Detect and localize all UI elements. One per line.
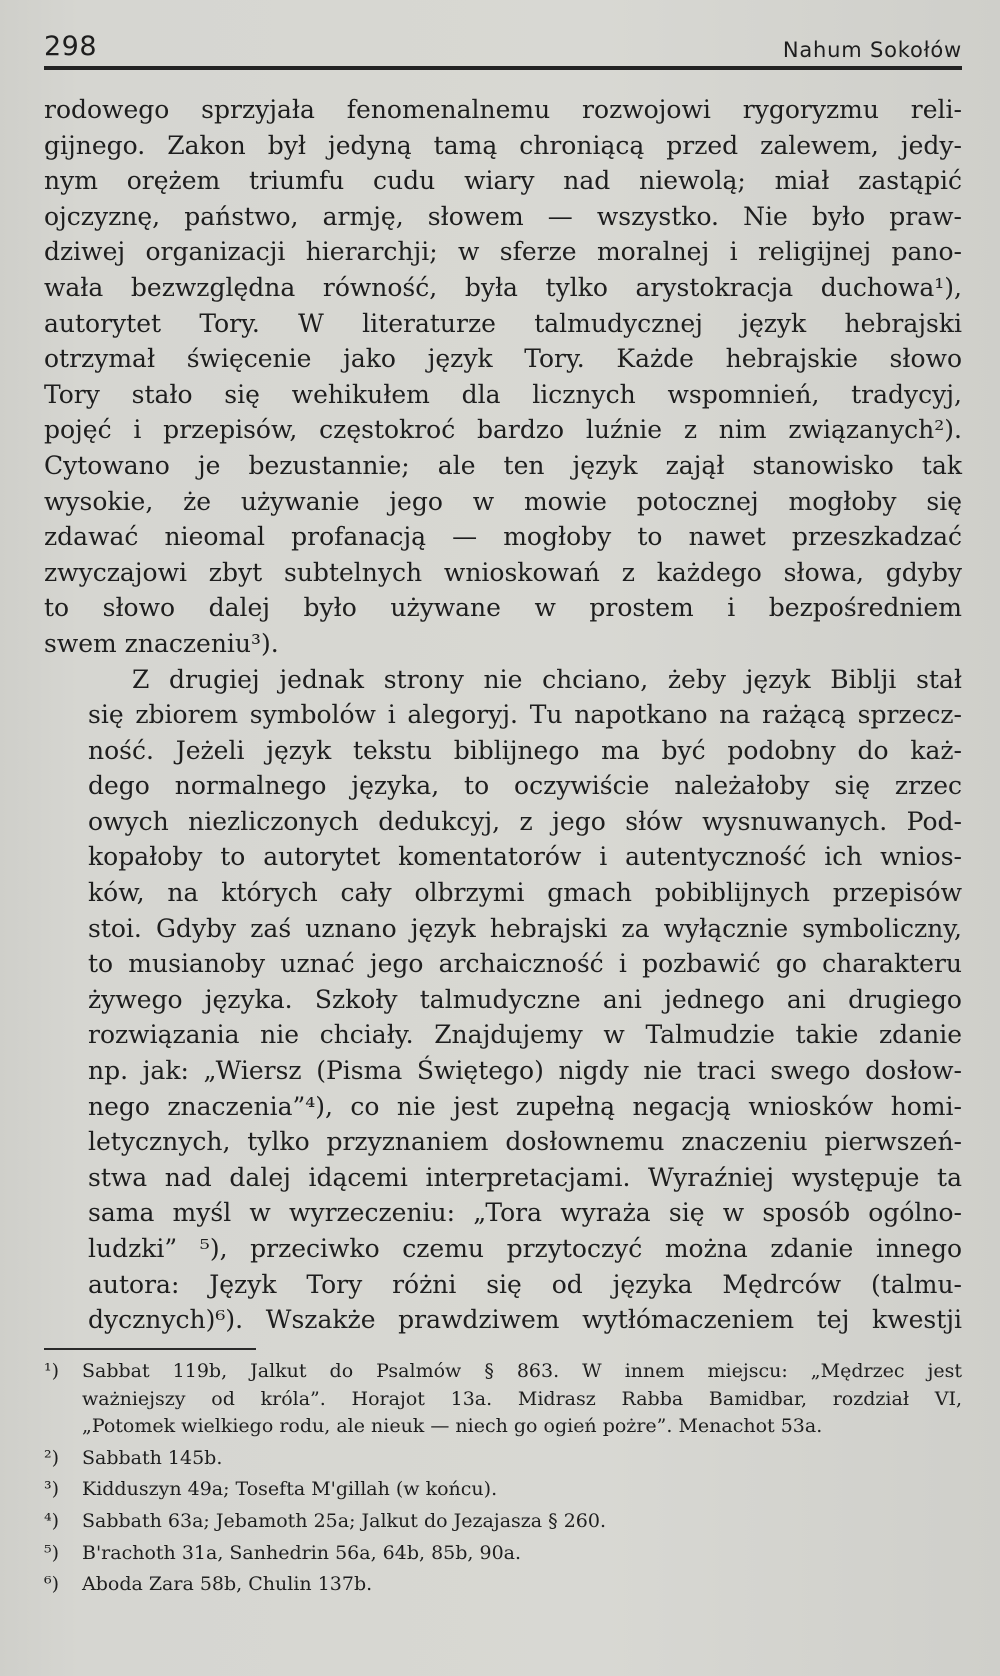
footnote-line: Sabbat 119b, Jalkut do Psalmów § 863. W innem miejscu: „Mędrzec jest (82, 1360, 962, 1382)
main-text (44, 92, 962, 1338)
footnote-1 (44, 1358, 962, 1441)
text-line: np. jak: „Wiersz (Pisma Świętego) nigdy nie traci swego dosłow- (88, 1056, 962, 1086)
text-line: wysokie, że używanie jego w mowie potocznej mogłoby się (44, 486, 962, 516)
footnote-text (82, 1358, 962, 1441)
text-line: Z drugiej jednak strony nie chciano, żeby język Biblji stał (132, 664, 962, 694)
footnote-text (82, 1508, 962, 1536)
footnote-line: B'rachoth 31a, Sanhedrin 56a, 64b, 85b, 90a. (82, 1541, 522, 1564)
page-header (44, 24, 962, 62)
footnote-line: „Potomek wielkiego rodu, ale nieuk — niech go ogień pożre”. Menachot 53a. (82, 1415, 823, 1438)
paragraph-1 (44, 92, 962, 662)
text-line: rozwiązania nie chciały. Znajdujemy w Talmudzie takie zdanie (88, 1020, 962, 1050)
paragraph-2 (44, 662, 962, 1338)
text-line: autorytet Tory. W literaturze talmudycznej język hebrajski (44, 308, 962, 338)
footnote-rule (44, 1348, 256, 1350)
text-line: ków, na których cały olbrzymi gmach pobiblijnych przepisów (88, 878, 962, 908)
footnote-line: Aboda Zara 58b, Chulin 137b. (82, 1573, 373, 1596)
footnote-text (82, 1476, 962, 1504)
footnote-3 (44, 1476, 962, 1504)
footnote-line: Sabbath 145b. (82, 1446, 223, 1469)
text-line: to musianoby uznać jego archaiczność i pozbawić go charakteru (88, 949, 962, 979)
footnote-text (82, 1445, 962, 1473)
text-line: ność. Jeżeli język tekstu biblijnego ma być podobny do każ- (88, 735, 962, 765)
text-line: ludzki” ⁵), przeciwko czemu przytoczyć można zdanie innego (88, 1234, 962, 1263)
text-line: się zbiorem symbolów i alegoryj. Tu napotkano na rażącą sprzecz- (88, 700, 962, 730)
text-line: gijnego. Zakon był jedyną tamą chroniącą przed zalewem, jedy- (44, 130, 962, 160)
text-line: letycznych, tylko przyznaniem dosłownemu znaczeniu pierwszeń- (88, 1127, 962, 1157)
text-line: zdawać nieomal profanacją — mogłoby to nawet przeszkadzać (44, 522, 962, 552)
running-head: Nahum Sokołów (782, 38, 962, 62)
text-line: nym orężem triumfu cudu wiary nad niewolą; miał zastąpić (44, 166, 962, 196)
footnote-marker: ¹) (44, 1360, 60, 1382)
text-line: ojczyznę, państwo, armję, słowem — wszystko. Nie było praw- (44, 201, 962, 231)
footnote-marker: ³) (44, 1478, 60, 1501)
text-line: sama myśl w wyrzeczeniu: „Tora wyraża się w sposób ogólno- (88, 1198, 962, 1228)
footnote-6 (44, 1571, 962, 1599)
footnote-text (82, 1540, 962, 1568)
text-line: otrzymał święcenie jako język Tory. Każde hebrajskie słowo (44, 344, 962, 374)
footnote-marker: ²) (44, 1446, 60, 1469)
text-line: wała bezwzględna równość, była tylko arystokracja duchowa¹), (44, 272, 962, 302)
text-line: kopałoby to autorytet komentatorów i autentyczność ich wnios- (88, 842, 962, 872)
header-rule (44, 66, 962, 70)
text-line: to słowo dalej było używane w prostem i bezpośredniem (44, 593, 962, 623)
footnote-marker: ⁴) (44, 1509, 60, 1532)
text-line: Tory stało się wehikułem dla licznych wspomnień, tradycyj, (44, 379, 962, 409)
footnote-5 (44, 1540, 962, 1568)
text-line: żywego języka. Szkoły talmudyczne ani jednego ani drugiego (88, 984, 962, 1014)
footnote-4 (44, 1508, 962, 1536)
text-line: dziwej organizacji hierarchji; w sferze moralnej i religijnej pano- (44, 237, 962, 267)
text-line: autora: Język Tory różni się od języka Mędrców (talmu- (88, 1269, 962, 1299)
text-line: stwa nad dalej idącemi interpretacjami. Wyraźniej występuje ta (88, 1162, 962, 1192)
text-line: owych niezliczonych dedukcyj, z jego słów wysnuwanych. Pod- (88, 806, 962, 836)
text-line: nego znaczenia”⁴), co nie jest zupełną negacją wniosków homi- (88, 1091, 962, 1121)
footnote-line: Sabbath 63a; Jebamoth 25a; Jalkut do Jezajasza § 260. (82, 1509, 606, 1532)
text-line: pojęć i przepisów, częstokroć bardzo luźnie z nim związanych²). (44, 415, 962, 445)
footnote-2 (44, 1445, 962, 1473)
text-line: dego normalnego języka, to oczywiście należałoby się zrzec (88, 771, 962, 801)
text-line: zwyczajowi zbyt subtelnych wnioskowań z każdego słowa, gdyby (44, 557, 962, 587)
footnote-line: Kidduszyn 49a; Tosefta M'gillah (w końcu). (82, 1478, 498, 1501)
footnote-marker: ⁵) (44, 1541, 60, 1564)
text-line: rodowego sprzyjała fenomenalnemu rozwojowi rygoryzmu reli- (44, 95, 962, 124)
text-line: stoi. Gdyby zaś uznano język hebrajski za wyłącznie symboliczny, (88, 913, 962, 943)
text-line: Cytowano je bezustannie; ale ten język zajął stanowisko tak (44, 450, 962, 480)
footnote-line: ważniejszy od króla”. Horajot 13a. Midrasz Rabba Bamidbar, rozdział VI, (82, 1387, 962, 1410)
footnote-text (82, 1571, 962, 1599)
footnotes (44, 1358, 962, 1599)
page-number: 298 (44, 31, 98, 62)
text-line: dycznych)⁶). Wszakże prawdziwem wytłómaczeniem tej kwestji (88, 1305, 962, 1335)
footnote-marker: ⁶) (44, 1573, 60, 1596)
text-line: swem znaczeniu³). (44, 628, 279, 658)
